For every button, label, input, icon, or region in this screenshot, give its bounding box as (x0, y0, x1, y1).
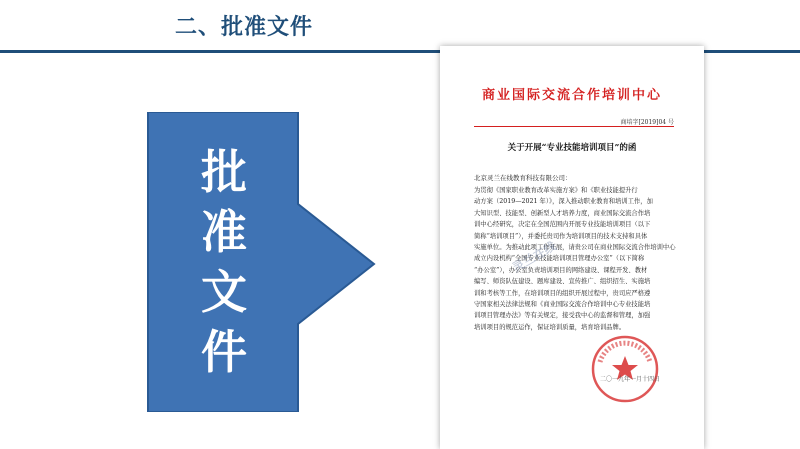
body-line: 实施单位。为推动此项工作开展，请贵公司在商业国际交流合作培训中心 (474, 244, 676, 252)
body-line: 训项目管理办法》等有关规定，接受我中心的监督和管理，加强 (474, 312, 651, 320)
arrow-label-char: 准 (201, 205, 247, 259)
body-line: 动方案（2019—2021 年）》，深入推动职业教育和培训工作，加 (474, 198, 653, 206)
document-org-name: 商业国际交流合作培训中心 (481, 88, 662, 103)
body-line: 训和考核等工作，在培训项目的组织开展过程中，贵司应严格遵 (474, 289, 651, 297)
document-salutation: 北京灵兰在线教育科技有限公司： (474, 174, 572, 182)
document-watermark: 灵兰在线 (509, 238, 559, 275)
body-line: 编写、师资队伍建设、题库建设、宣传推广、组织招生、实施培 (474, 278, 651, 286)
arrow-label-char: 文 (201, 265, 247, 319)
approval-document (440, 46, 704, 449)
body-line: 成立内设机构“全国专业技能培训项目管理办公室”（以下简称 (474, 255, 645, 263)
red-divider (474, 126, 674, 127)
document-number: 商培字[2019]04 号 (620, 119, 674, 126)
body-line: 培训项目的规范运作，保证培训质量，培育培训品牌。 (474, 323, 626, 331)
official-seal-icon (590, 334, 660, 404)
body-line: 为贯彻《国家职业教育改革实施方案》和《职业技能提升行 (474, 187, 638, 194)
arrow-label-char: 件 (201, 325, 247, 379)
document-date: 二〇一九年一月十四日 (600, 376, 661, 383)
slide-header (0, 0, 800, 52)
body-line: “办公室”），办公室负责培训项目的网络建设、课程开发、教材 (474, 266, 648, 274)
body-line: 简称“培训项目”），并委托贵司作为培训项目的技术支持和具体 (474, 232, 648, 240)
arrow-label-char: 批 (201, 145, 247, 199)
body-line: 守国家相关法律法规和《商业国际交流合作培训中心专业技能培 (474, 301, 651, 309)
section-title: 二、批准文件 (175, 15, 314, 40)
body-line: 大知识型、技能型、创新型人才培养力度，商业国际交流合作培 (474, 209, 651, 217)
arrow-label (188, 142, 260, 382)
right-arrow-shape (146, 112, 376, 412)
document-subject: 关于开展“专业技能培训项目”的函 (507, 143, 637, 153)
body-line: 训中心经研究，决定在全国范围内开展专业技能培训项目（以下 (474, 221, 651, 229)
document-body (474, 185, 674, 333)
